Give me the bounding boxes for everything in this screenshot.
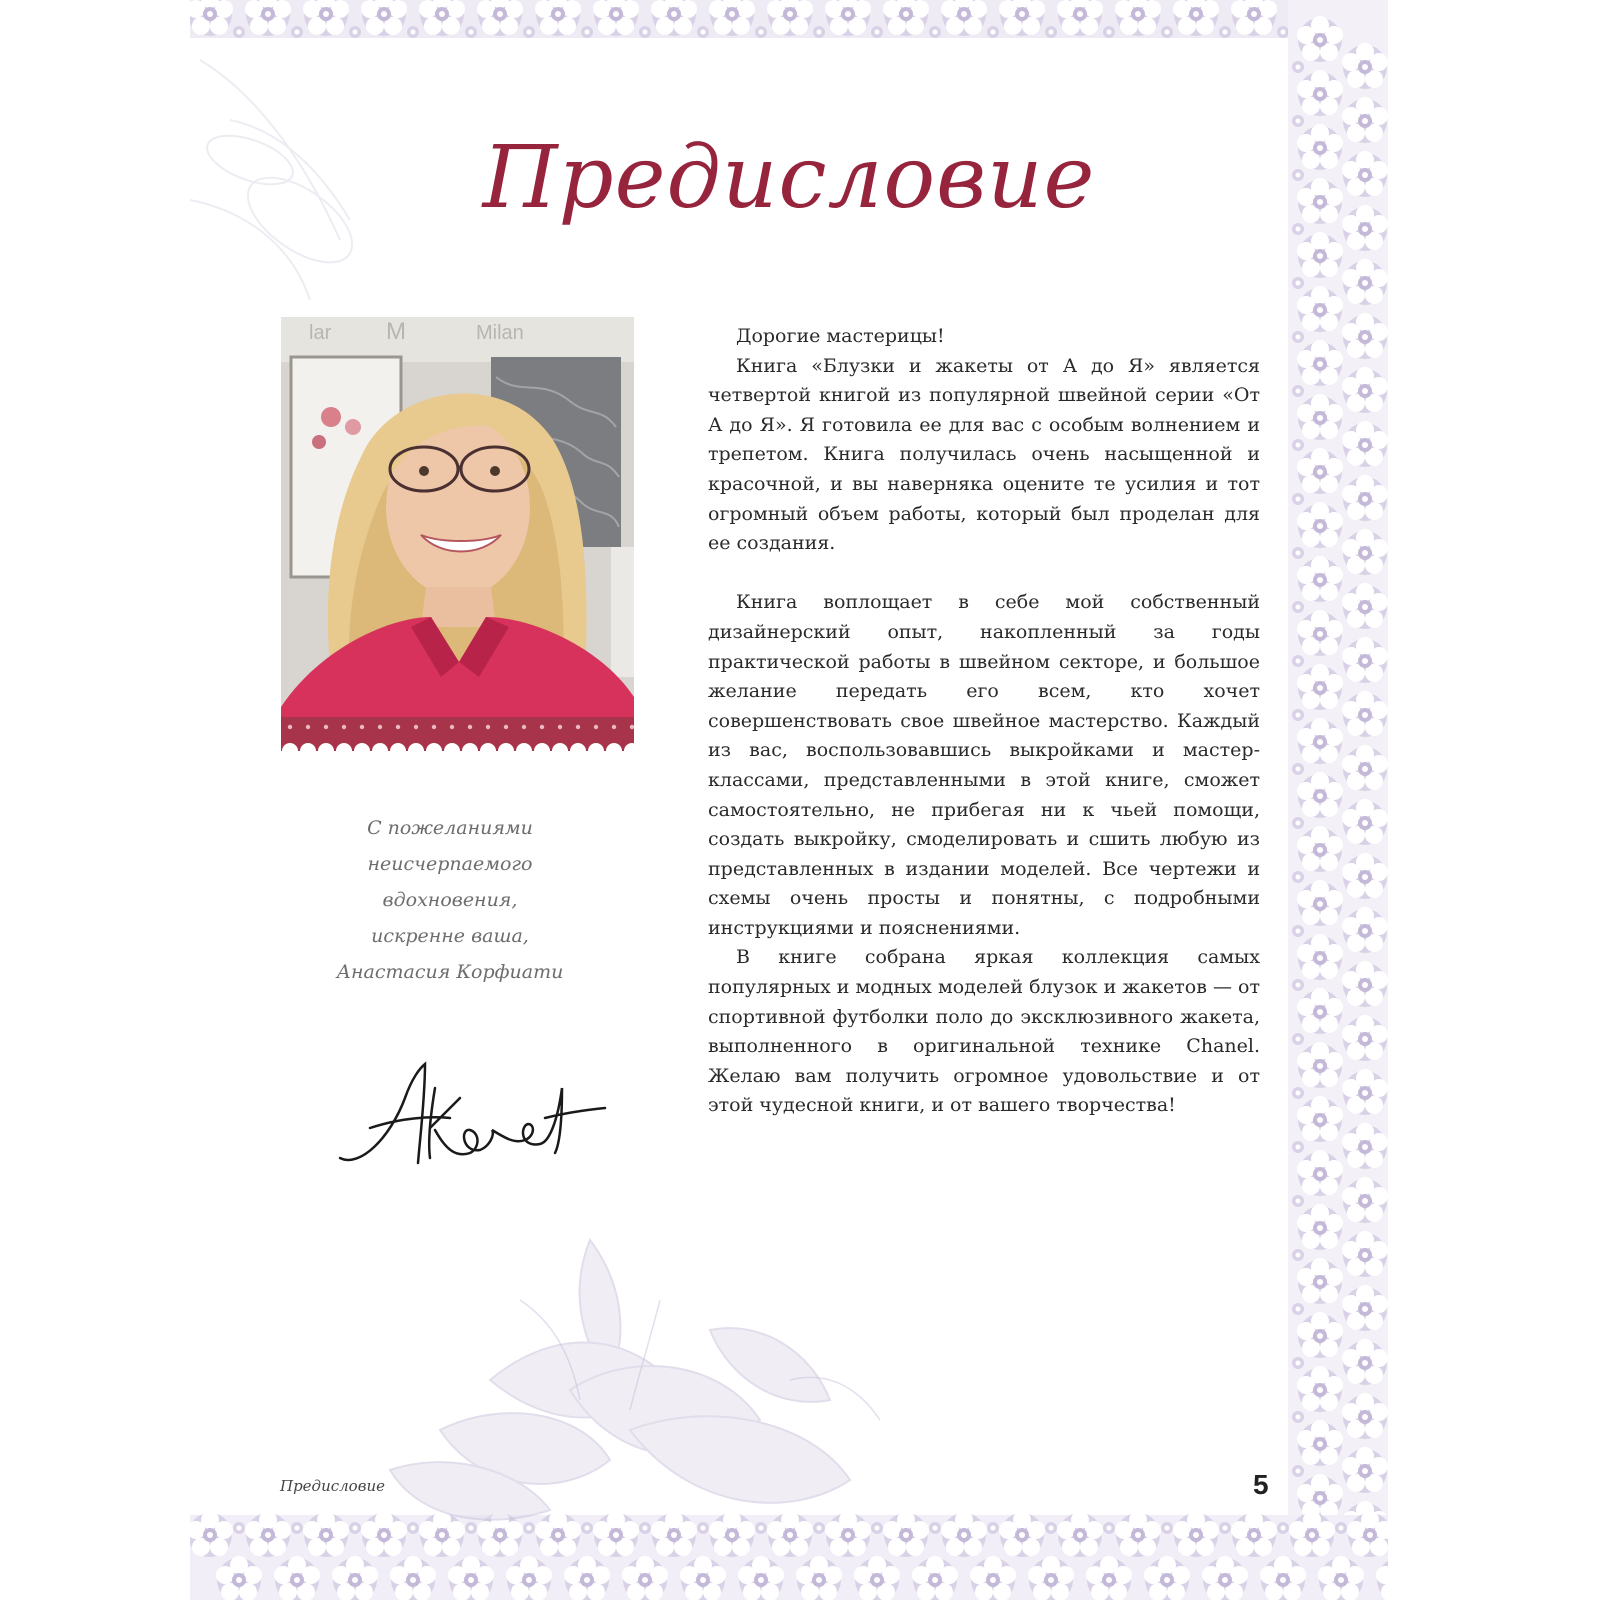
lace-motif xyxy=(1292,115,1304,127)
lace-motif xyxy=(1292,871,1304,883)
band-dot xyxy=(378,725,382,729)
band-dot xyxy=(630,725,634,729)
lace-motif xyxy=(1219,26,1231,38)
lace-motif xyxy=(1277,1522,1289,1534)
band-dot xyxy=(342,725,346,729)
lace-motif xyxy=(1292,331,1304,343)
lace-motif xyxy=(303,0,349,36)
lace-motif xyxy=(190,0,233,36)
author-photo xyxy=(281,317,634,751)
lace-motif xyxy=(755,26,767,38)
lace-motif xyxy=(1292,1411,1304,1423)
band-dot xyxy=(468,725,472,729)
lace-motif xyxy=(1292,385,1304,397)
lace-motif xyxy=(1231,0,1277,36)
lace-motif xyxy=(1292,277,1304,289)
lace-motif xyxy=(361,0,407,36)
dedication-line: вдохновения, xyxy=(382,889,518,911)
lace-motif xyxy=(1292,925,1304,937)
lace-motif xyxy=(1103,1522,1115,1534)
lace-motif xyxy=(1161,26,1173,38)
band-dot xyxy=(558,725,562,729)
lace-motif xyxy=(1277,26,1289,38)
running-footer-title: Предисловие xyxy=(280,1477,385,1495)
svg-text:lar: lar xyxy=(309,322,332,344)
lace-motif xyxy=(1292,1033,1304,1045)
paragraph: Книга «Блузки и жакеты от А до Я» является четвертой книгой из популярной швейной серии «От А до Я». Я готовила ее для вас с особым волнением и трепетом. Книга получилась очень насыщенной и красочной, и вы наверняка оцените те усилия и тот огромный объем работы, который был проделан для ее создания. xyxy=(708,354,1260,555)
lace-motif xyxy=(1173,0,1219,36)
foreword-text xyxy=(708,322,1260,1121)
band-dot xyxy=(288,725,292,729)
lace-motif xyxy=(1292,439,1304,451)
dedication-line: С пожеланиями неисчерпаемого xyxy=(367,817,533,875)
lace-motif xyxy=(639,1522,651,1534)
lace-motif xyxy=(709,0,755,36)
lace-motif xyxy=(523,1522,535,1534)
lace-motif xyxy=(1045,1522,1057,1534)
lace-motif xyxy=(987,1522,999,1534)
dedication-line: искренне ваша, xyxy=(371,925,529,947)
lace-motif xyxy=(1115,0,1161,36)
lace-motif xyxy=(651,0,697,36)
lace-motif xyxy=(1057,0,1103,36)
lace-motif xyxy=(1292,493,1304,505)
lace-motif xyxy=(697,26,709,38)
lace-motif xyxy=(1292,61,1304,73)
band-dot xyxy=(432,725,436,729)
lace-motif xyxy=(639,26,651,38)
band-dot xyxy=(522,725,526,729)
lace-motif xyxy=(465,26,477,38)
dedication-note xyxy=(290,810,610,990)
page-number: 5 xyxy=(1253,1469,1269,1500)
lace-motif xyxy=(233,1522,245,1534)
lace-motif xyxy=(349,26,361,38)
lace-motif xyxy=(535,0,581,36)
lace-motif xyxy=(1292,1087,1304,1099)
lace-motif xyxy=(465,1522,477,1534)
lace-motif xyxy=(813,26,825,38)
band-dot xyxy=(414,725,418,729)
lace-motif xyxy=(1292,817,1304,829)
lace-motif xyxy=(233,26,245,38)
paragraph: Дорогие мастерицы! xyxy=(736,325,945,347)
lace-motif xyxy=(349,1522,361,1534)
lace-motif xyxy=(1161,1522,1173,1534)
lace-motif xyxy=(593,0,639,36)
paragraph: В книге собрана яркая коллекция самых популярных и модных моделей блузок и жакетов — от спортивной футболки поло до эксклюзивного жакета, выполненного в оригинальной технике Chanel. Желаю вам получить огромное удовольствие и от этой чудесной книги, и от вашего творчества! xyxy=(708,946,1260,1117)
page-title: Предисловие xyxy=(482,128,1096,228)
band-dot xyxy=(504,725,508,729)
band-dot xyxy=(324,725,328,729)
band-dot xyxy=(612,725,616,729)
lace-motif xyxy=(697,1522,709,1534)
author-signature xyxy=(330,1058,610,1178)
lace-motif xyxy=(1292,979,1304,991)
lace-motif xyxy=(1292,763,1304,775)
band-dot xyxy=(306,725,310,729)
lace-motif xyxy=(1292,1303,1304,1315)
lace-motif xyxy=(929,1522,941,1534)
lace-motif xyxy=(1292,1249,1304,1261)
lace-motif xyxy=(245,0,291,36)
lace-motif xyxy=(1292,547,1304,559)
lace-motif xyxy=(291,1522,303,1534)
lace-motif xyxy=(929,26,941,38)
book-page xyxy=(190,0,1388,1600)
band-dot xyxy=(450,725,454,729)
lace-motif xyxy=(941,0,987,36)
lace-motif xyxy=(825,0,871,36)
lace-motif xyxy=(1292,1141,1304,1153)
dedication-line: Анастасия Корфиати xyxy=(336,961,564,983)
lace-motif xyxy=(987,26,999,38)
band-dot xyxy=(396,725,400,729)
lace-motif xyxy=(871,26,883,38)
lace-motif xyxy=(477,0,523,36)
lace-motif xyxy=(581,26,593,38)
band-dot xyxy=(594,725,598,729)
lace-motif xyxy=(407,1522,419,1534)
lace-motif xyxy=(1219,1522,1231,1534)
lace-motif xyxy=(883,0,929,36)
lace-motif xyxy=(1292,1357,1304,1369)
svg-text:M: M xyxy=(386,318,406,345)
lace-motif xyxy=(1292,655,1304,667)
svg-text:Milan: Milan xyxy=(476,322,524,344)
lace-motif xyxy=(813,1522,825,1534)
lace-motif xyxy=(1335,1522,1347,1534)
lace-motif xyxy=(407,26,419,38)
lace-motif xyxy=(419,0,465,36)
lace-motif xyxy=(871,1522,883,1534)
paragraph: Книга воплощает в себе мой собственный дизайнерский опыт, накопленный за годы практической работы в швейном секторе, и большое желание передать его всем, кто хочет совершенствовать свое швейное мастерство. Каждый из вас, воспользовавшись выкройками и мастер-классами, представленными в этой книге, сможет самостоятельно, не прибегая ни к чьей помощи, создать выкройку, смоделировать и сшить любую из представленных в издании моделей. Все чертежи и схемы очень просты и понятны, с подробными инструкциями и пояснениями. xyxy=(708,591,1260,939)
lace-motif xyxy=(1292,601,1304,613)
lace-motif xyxy=(1045,26,1057,38)
lace-motif xyxy=(755,1522,767,1534)
lace-motif xyxy=(767,0,813,36)
lace-motif xyxy=(999,0,1045,36)
lace-motif xyxy=(523,26,535,38)
lace-motif xyxy=(581,1522,593,1534)
band-dot xyxy=(576,725,580,729)
band-dot xyxy=(486,725,490,729)
band-dot xyxy=(360,725,364,729)
band-dot xyxy=(540,725,544,729)
lace-motif xyxy=(1292,1195,1304,1207)
lace-motif xyxy=(1292,1465,1304,1477)
lace-motif xyxy=(1292,709,1304,721)
lace-motif xyxy=(291,26,303,38)
lace-motif xyxy=(1103,26,1115,38)
